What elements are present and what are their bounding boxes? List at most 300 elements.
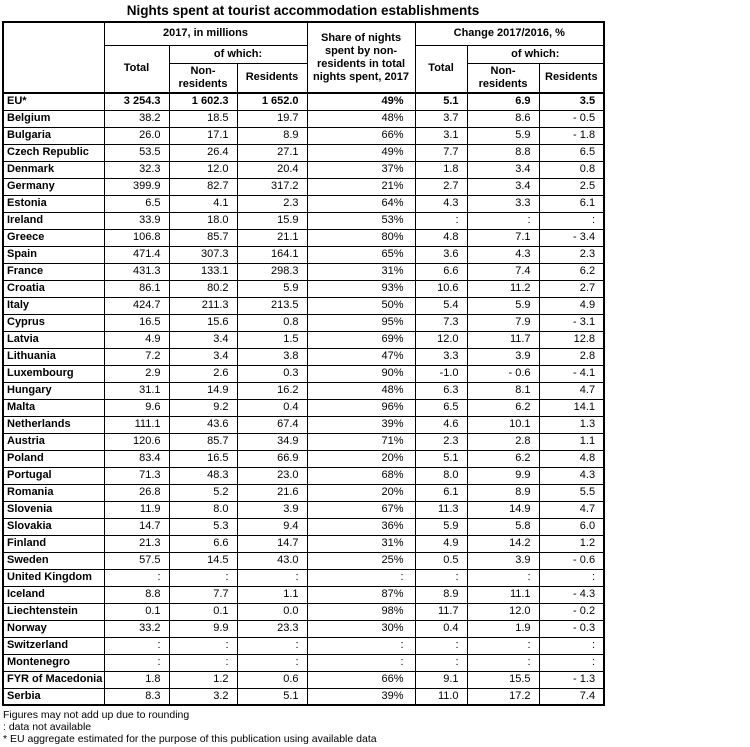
value-cell: 80.2: [169, 280, 237, 297]
value-cell: 0.0: [237, 603, 307, 620]
value-cell: 49%: [307, 144, 415, 161]
value-cell: 11.0: [415, 688, 467, 705]
value-cell: 16.5: [169, 450, 237, 467]
table-row: [3, 552, 604, 569]
header-residents-2017: Residents: [237, 63, 307, 93]
table-row: [3, 93, 604, 110]
value-cell: 14.7: [237, 535, 307, 552]
value-cell: 3.3: [415, 348, 467, 365]
value-cell: 14.9: [169, 382, 237, 399]
value-cell: 20%: [307, 450, 415, 467]
table-row: [3, 501, 604, 518]
value-cell: 30%: [307, 620, 415, 637]
value-cell: :: [467, 654, 539, 671]
value-cell: 93%: [307, 280, 415, 297]
value-cell: 0.1: [104, 603, 169, 620]
table-row: [3, 331, 604, 348]
value-cell: - 0.5: [539, 110, 604, 127]
value-cell: 0.3: [237, 365, 307, 382]
value-cell: 6.6: [415, 263, 467, 280]
value-cell: 4.9: [104, 331, 169, 348]
value-cell: 1.1: [539, 433, 604, 450]
table-row: [3, 246, 604, 263]
value-cell: :: [415, 569, 467, 586]
value-cell: 90%: [307, 365, 415, 382]
value-cell: 9.6: [104, 399, 169, 416]
country-cell: Serbia: [3, 688, 104, 705]
value-cell: 2.5: [539, 178, 604, 195]
value-cell: 6.1: [539, 195, 604, 212]
value-cell: :: [104, 654, 169, 671]
country-cell: Bulgaria: [3, 127, 104, 144]
value-cell: 3.7: [415, 110, 467, 127]
value-cell: 87%: [307, 586, 415, 603]
country-cell: Ireland: [3, 212, 104, 229]
country-cell: Spain: [3, 246, 104, 263]
value-cell: 1.2: [169, 671, 237, 688]
country-cell: Slovenia: [3, 501, 104, 518]
value-cell: 21.1: [237, 229, 307, 246]
footnote-line: Figures may not add up due to rounding: [3, 709, 190, 721]
value-cell: 14.5: [169, 552, 237, 569]
value-cell: 2.3: [415, 433, 467, 450]
country-cell: Austria: [3, 433, 104, 450]
value-cell: 20%: [307, 484, 415, 501]
footnotes: [2, 709, 750, 745]
value-cell: 1 602.3: [169, 93, 237, 110]
value-cell: 6.2: [539, 263, 604, 280]
value-cell: 2.3: [539, 246, 604, 263]
header-total-2017: Total: [104, 45, 169, 93]
value-cell: :: [539, 637, 604, 654]
value-cell: - 1.8: [539, 127, 604, 144]
value-cell: 5.4: [415, 297, 467, 314]
value-cell: 38.2: [104, 110, 169, 127]
value-cell: 8.9: [237, 127, 307, 144]
value-cell: 43.6: [169, 416, 237, 433]
header-share: Share of nights spent by non-residents in total nights spent, 2017: [307, 22, 415, 93]
value-cell: 66%: [307, 671, 415, 688]
value-cell: :: [467, 637, 539, 654]
country-cell: Estonia: [3, 195, 104, 212]
value-cell: :: [237, 637, 307, 654]
country-cell: Portugal: [3, 467, 104, 484]
value-cell: 6.3: [415, 382, 467, 399]
table-row: [3, 127, 604, 144]
value-cell: :: [169, 654, 237, 671]
value-cell: :: [104, 637, 169, 654]
value-cell: 27.1: [237, 144, 307, 161]
table-row: [3, 518, 604, 535]
value-cell: 7.9: [467, 314, 539, 331]
value-cell: 471.4: [104, 246, 169, 263]
value-cell: 0.8: [539, 161, 604, 178]
value-cell: 3.9: [467, 348, 539, 365]
value-cell: 66.9: [237, 450, 307, 467]
country-cell: Netherlands: [3, 416, 104, 433]
country-cell: Denmark: [3, 161, 104, 178]
value-cell: 19.7: [237, 110, 307, 127]
value-cell: 49%: [307, 93, 415, 110]
value-cell: 6.5: [415, 399, 467, 416]
value-cell: 2.9: [104, 365, 169, 382]
value-cell: 82.7: [169, 178, 237, 195]
value-cell: 5.1: [415, 93, 467, 110]
value-cell: 213.5: [237, 297, 307, 314]
value-cell: 50%: [307, 297, 415, 314]
value-cell: 9.4: [237, 518, 307, 535]
value-cell: 211.3: [169, 297, 237, 314]
value-cell: 3.9: [237, 501, 307, 518]
country-cell: Germany: [3, 178, 104, 195]
value-cell: 16.5: [104, 314, 169, 331]
value-cell: 36%: [307, 518, 415, 535]
country-cell: Greece: [3, 229, 104, 246]
value-cell: :: [169, 637, 237, 654]
value-cell: 11.9: [104, 501, 169, 518]
value-cell: 7.4: [467, 263, 539, 280]
value-cell: :: [539, 212, 604, 229]
value-cell: 6.5: [539, 144, 604, 161]
value-cell: 307.3: [169, 246, 237, 263]
value-cell: 4.8: [415, 229, 467, 246]
data-table: [2, 21, 605, 706]
country-cell: France: [3, 263, 104, 280]
header-nonresidents-change: Non-residents: [467, 63, 539, 93]
table-row: [3, 569, 604, 586]
country-cell: Cyprus: [3, 314, 104, 331]
value-cell: 3.9: [467, 552, 539, 569]
table-row: [3, 688, 604, 705]
value-cell: 67.4: [237, 416, 307, 433]
value-cell: 0.6: [237, 671, 307, 688]
value-cell: 6.2: [467, 450, 539, 467]
header-nonresidents-2017: Non-residents: [169, 63, 237, 93]
value-cell: 80%: [307, 229, 415, 246]
value-cell: 0.4: [237, 399, 307, 416]
value-cell: 1.2: [539, 535, 604, 552]
value-cell: 37%: [307, 161, 415, 178]
value-cell: 2.7: [415, 178, 467, 195]
value-cell: 4.9: [539, 297, 604, 314]
value-cell: - 0.3: [539, 620, 604, 637]
value-cell: 23.0: [237, 467, 307, 484]
value-cell: 7.7: [415, 144, 467, 161]
value-cell: 31%: [307, 263, 415, 280]
value-cell: 1.3: [539, 416, 604, 433]
country-cell: Romania: [3, 484, 104, 501]
value-cell: 66%: [307, 127, 415, 144]
country-cell: Croatia: [3, 280, 104, 297]
value-cell: 4.8: [539, 450, 604, 467]
table-row: [3, 382, 604, 399]
value-cell: 106.8: [104, 229, 169, 246]
header-residents-change: Residents: [539, 63, 604, 93]
value-cell: 11.3: [415, 501, 467, 518]
value-cell: :: [467, 569, 539, 586]
country-cell: Hungary: [3, 382, 104, 399]
table-header: [3, 22, 604, 93]
value-cell: 8.0: [415, 467, 467, 484]
value-cell: 8.8: [104, 586, 169, 603]
value-cell: 5.9: [237, 280, 307, 297]
value-cell: 2.8: [467, 433, 539, 450]
value-cell: 3.2: [169, 688, 237, 705]
value-cell: 7.4: [539, 688, 604, 705]
value-cell: 4.6: [415, 416, 467, 433]
value-cell: 9.9: [169, 620, 237, 637]
table-row: [3, 280, 604, 297]
value-cell: :: [169, 569, 237, 586]
value-cell: 3.6: [415, 246, 467, 263]
value-cell: 15.5: [467, 671, 539, 688]
country-cell: Luxembourg: [3, 365, 104, 382]
value-cell: 11.2: [467, 280, 539, 297]
value-cell: 0.8: [237, 314, 307, 331]
value-cell: 83.4: [104, 450, 169, 467]
table-row: [3, 637, 604, 654]
value-cell: 4.9: [415, 535, 467, 552]
value-cell: - 1.3: [539, 671, 604, 688]
table-row: [3, 195, 604, 212]
value-cell: 18.5: [169, 110, 237, 127]
value-cell: 5.5: [539, 484, 604, 501]
value-cell: 3.4: [169, 348, 237, 365]
value-cell: 9.1: [415, 671, 467, 688]
table-row: [3, 178, 604, 195]
value-cell: 431.3: [104, 263, 169, 280]
value-cell: :: [415, 637, 467, 654]
country-cell: Belgium: [3, 110, 104, 127]
value-cell: :: [539, 569, 604, 586]
table-row: [3, 110, 604, 127]
table-body: [3, 93, 604, 705]
value-cell: 2.7: [539, 280, 604, 297]
value-cell: 7.1: [467, 229, 539, 246]
value-cell: 5.9: [467, 127, 539, 144]
value-cell: - 0.2: [539, 603, 604, 620]
table-row: [3, 399, 604, 416]
table-row: [3, 450, 604, 467]
value-cell: 18.0: [169, 212, 237, 229]
value-cell: 5.9: [415, 518, 467, 535]
value-cell: 0.1: [169, 603, 237, 620]
value-cell: 26.0: [104, 127, 169, 144]
value-cell: 31.1: [104, 382, 169, 399]
value-cell: 69%: [307, 331, 415, 348]
value-cell: 26.8: [104, 484, 169, 501]
footnote-line: : data not available: [3, 721, 92, 733]
table-row: [3, 416, 604, 433]
value-cell: 65%: [307, 246, 415, 263]
table-row: [3, 161, 604, 178]
value-cell: 71.3: [104, 467, 169, 484]
value-cell: 6.5: [104, 195, 169, 212]
value-cell: 15.9: [237, 212, 307, 229]
table-row: [3, 433, 604, 450]
value-cell: 16.2: [237, 382, 307, 399]
value-cell: :: [307, 569, 415, 586]
value-cell: 6.9: [467, 93, 539, 110]
value-cell: - 0.6: [467, 365, 539, 382]
value-cell: 1.8: [104, 671, 169, 688]
value-cell: 21.3: [104, 535, 169, 552]
value-cell: 1.5: [237, 331, 307, 348]
country-cell: Latvia: [3, 331, 104, 348]
country-cell: Poland: [3, 450, 104, 467]
value-cell: 4.3: [539, 467, 604, 484]
country-cell: Lithuania: [3, 348, 104, 365]
value-cell: 8.9: [415, 586, 467, 603]
value-cell: 67%: [307, 501, 415, 518]
value-cell: 3.3: [467, 195, 539, 212]
value-cell: 0.5: [415, 552, 467, 569]
value-cell: 298.3: [237, 263, 307, 280]
table-row: [3, 671, 604, 688]
value-cell: 12.0: [467, 603, 539, 620]
value-cell: 53%: [307, 212, 415, 229]
value-cell: 95%: [307, 314, 415, 331]
value-cell: 8.1: [467, 382, 539, 399]
table-row: [3, 314, 604, 331]
value-cell: 1.8: [415, 161, 467, 178]
table-row: [3, 586, 604, 603]
value-cell: 6.0: [539, 518, 604, 535]
header-ofwhich-2017: of which:: [169, 45, 307, 63]
value-cell: 3.8: [237, 348, 307, 365]
table-title: Nights spent at tourist accommodation establishments: [126, 3, 480, 18]
country-cell: Norway: [3, 620, 104, 637]
value-cell: 57.5: [104, 552, 169, 569]
table-row: [3, 603, 604, 620]
value-cell: 12.8: [539, 331, 604, 348]
value-cell: :: [237, 569, 307, 586]
value-cell: 12.0: [415, 331, 467, 348]
value-cell: 11.7: [415, 603, 467, 620]
value-cell: :: [307, 654, 415, 671]
value-cell: 48%: [307, 110, 415, 127]
value-cell: 4.1: [169, 195, 237, 212]
value-cell: 3 254.3: [104, 93, 169, 110]
country-cell: Italy: [3, 297, 104, 314]
value-cell: 98%: [307, 603, 415, 620]
value-cell: - 3.4: [539, 229, 604, 246]
table-row: [3, 620, 604, 637]
value-cell: 2.6: [169, 365, 237, 382]
value-cell: - 4.3: [539, 586, 604, 603]
value-cell: 3.4: [467, 161, 539, 178]
value-cell: 47%: [307, 348, 415, 365]
value-cell: 4.7: [539, 501, 604, 518]
value-cell: 39%: [307, 688, 415, 705]
value-cell: 5.9: [467, 297, 539, 314]
value-cell: 9.2: [169, 399, 237, 416]
value-cell: 3.1: [415, 127, 467, 144]
value-cell: 21%: [307, 178, 415, 195]
table-row: [3, 263, 604, 280]
value-cell: 11.1: [467, 586, 539, 603]
country-cell: Malta: [3, 399, 104, 416]
country-cell: United Kingdom: [3, 569, 104, 586]
value-cell: 20.4: [237, 161, 307, 178]
value-cell: 399.9: [104, 178, 169, 195]
header-ofwhich-change: of which:: [467, 45, 604, 63]
value-cell: 8.6: [467, 110, 539, 127]
table-row: [3, 365, 604, 382]
value-cell: :: [539, 654, 604, 671]
corner-cell: [3, 22, 104, 93]
value-cell: 8.0: [169, 501, 237, 518]
value-cell: 317.2: [237, 178, 307, 195]
table-row: [3, 654, 604, 671]
value-cell: :: [415, 212, 467, 229]
value-cell: 96%: [307, 399, 415, 416]
value-cell: 2.3: [237, 195, 307, 212]
country-cell: Sweden: [3, 552, 104, 569]
value-cell: 7.3: [415, 314, 467, 331]
value-cell: 164.1: [237, 246, 307, 263]
value-cell: 11.7: [467, 331, 539, 348]
value-cell: 33.2: [104, 620, 169, 637]
value-cell: 32.3: [104, 161, 169, 178]
value-cell: 0.4: [415, 620, 467, 637]
value-cell: 5.2: [169, 484, 237, 501]
value-cell: :: [237, 654, 307, 671]
footnote-line: * EU aggregate estimated for the purpose of this publication using available data: [3, 733, 377, 745]
value-cell: - 4.1: [539, 365, 604, 382]
value-cell: - 0.6: [539, 552, 604, 569]
value-cell: 2.8: [539, 348, 604, 365]
value-cell: :: [467, 212, 539, 229]
value-cell: 6.6: [169, 535, 237, 552]
value-cell: 1 652.0: [237, 93, 307, 110]
value-cell: 10.1: [467, 416, 539, 433]
country-cell: Slovakia: [3, 518, 104, 535]
country-cell: FYR of Macedonia: [3, 671, 104, 688]
value-cell: 111.1: [104, 416, 169, 433]
value-cell: :: [104, 569, 169, 586]
table-row: [3, 212, 604, 229]
value-cell: 68%: [307, 467, 415, 484]
value-cell: 17.2: [467, 688, 539, 705]
value-cell: 14.9: [467, 501, 539, 518]
value-cell: 3.4: [467, 178, 539, 195]
country-cell: Iceland: [3, 586, 104, 603]
value-cell: 3.4: [169, 331, 237, 348]
value-cell: 4.3: [467, 246, 539, 263]
header-group-2017: 2017, in millions: [104, 22, 307, 45]
value-cell: 31%: [307, 535, 415, 552]
value-cell: 7.2: [104, 348, 169, 365]
value-cell: 71%: [307, 433, 415, 450]
value-cell: 48.3: [169, 467, 237, 484]
value-cell: 8.8: [467, 144, 539, 161]
value-cell: 5.1: [415, 450, 467, 467]
value-cell: 64%: [307, 195, 415, 212]
value-cell: 133.1: [169, 263, 237, 280]
value-cell: 4.7: [539, 382, 604, 399]
value-cell: 26.4: [169, 144, 237, 161]
value-cell: :: [415, 654, 467, 671]
table-row: [3, 297, 604, 314]
value-cell: 8.3: [104, 688, 169, 705]
value-cell: 3.5: [539, 93, 604, 110]
value-cell: 53.5: [104, 144, 169, 161]
value-cell: - 3.1: [539, 314, 604, 331]
value-cell: 85.7: [169, 229, 237, 246]
value-cell: 14.2: [467, 535, 539, 552]
table-row: [3, 348, 604, 365]
